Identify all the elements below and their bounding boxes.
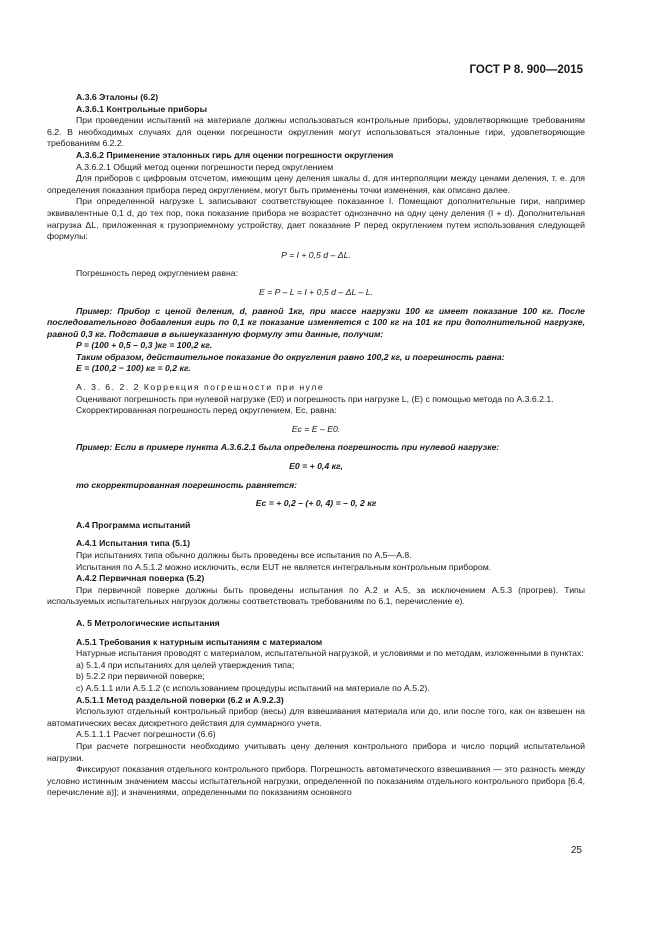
- example-formula: P = (100 + 0,5 – 0,3 )кг = 100,2 кг.: [76, 340, 213, 351]
- paragraph: При проведении испытаний на материале должны использоваться контрольные приборы, удовлетворяющие требованиям 6.2. В необходимых случаях для оценки погрешности округления могут использоваться эталонные гири, удовлетворяющие требованиям 6.2.2.: [47, 115, 585, 149]
- example-text: Таким образом, действительное показание до округления равно 100,2 кг, и погрешность равна:: [76, 351, 505, 362]
- paragraph: При первичной поверке должны быть проведены испытания по А.2 и А.5, за исключением А.5.3 (прогрев). Типы используемых испытательных нагрузок должны соответствовать требованиям по 6.1, перечисление е).: [47, 584, 585, 607]
- paragraph: При испытаниях типа обычно должны быть проведены все испытания по А.5—А.8.: [76, 550, 412, 560]
- paragraph: Скорректированная погрешность перед округлением, Ec, равна:: [76, 405, 337, 416]
- subsection-heading: А.3.6.2.1 Общий метод оценки погрешности перед округлением: [76, 161, 334, 172]
- paragraph: При расчете погрешности необходимо учитывать цену деления контрольного прибора и число порций испытательной нагрузки.: [47, 740, 585, 763]
- formula: P = I + 0,5 d – ΔL.: [281, 249, 351, 260]
- paragraph: Оценивают погрешность при нулевой нагрузке (E0) и погрешность при нагрузке L, (E) с помощью метода по А.3.6.2.1.: [76, 393, 554, 404]
- section-heading: А.4.2 Первичная поверка (5.2): [76, 573, 205, 584]
- list-item: b) 5.2.2 при первичной поверке;: [76, 671, 205, 682]
- section-heading: А.4 Программа испытаний: [76, 519, 191, 530]
- paragraph: Натурные испытания проводят с материалом, испытательной нагрузкой, и условиями и по методам, изложенными в пунктах:: [76, 648, 584, 659]
- formula: E = P – L = I + 0,5 d – ΔL – L.: [258, 286, 374, 297]
- section-heading: А. 5 Метрологические испытания: [76, 617, 220, 628]
- section-heading: А.3.6.2 Применение эталонных гирь для оценки погрешности округления: [76, 149, 394, 160]
- section-heading: А.5.1 Требования к натурным испытаниям с материалом: [76, 636, 323, 647]
- paragraph: Используют отдельный контрольный прибор (весы) для взвешивания материала или до, или после того, как он взвешен на автоматических весах дискретного действия для суммарного учета.: [47, 706, 585, 728]
- document-body: [47, 92, 585, 799]
- example-text: Пример: Если в примере пункта А.3.6.2.1 была определена погрешность при нулевой нагрузке:: [76, 442, 500, 453]
- example-text: то скорректированная погрешность равняется:: [76, 479, 298, 490]
- paragraph: Испытания по А.5.1.2 можно исключить, если EUT не является интегральным контрольным прибором.: [76, 561, 492, 572]
- example-text: Пример: Прибор с ценой деления, d, равной 1кг, при массе нагрузки 100 кг имеет показание 100 кг. После последовательного добавления гирь по 0,1 кг показание изменяется с 100 кг на 101 кг при дополнительной нагрузке, равной 0,3 кг. Подставив в вышеуказанную формулу эти данные, получим:: [47, 305, 585, 339]
- section-heading: А.3.6.1 Контрольные приборы: [76, 103, 207, 114]
- section-heading: А.4.1 Испытания типа (5.1): [76, 538, 191, 549]
- example-formula: E = (100,2 − 100) кг = 0,2 кг.: [76, 363, 191, 374]
- formula: Ec = + 0,2 – (+ 0, 4) = – 0, 2 кг: [255, 498, 377, 509]
- subsection-heading: А.5.1.1.1 Расчет погрешности (6.6): [76, 729, 216, 740]
- paragraph: Погрешность перед округлением равна:: [76, 268, 239, 279]
- paragraph: Для приборов с цифровым отсчетом, имеющим цену деления шкалы d, для интерполяции между ценами деления, т. е. для определения показания прибора перед округлением, могут быть применены точки изменения, как описано далее.: [47, 173, 585, 195]
- paragraph: Фиксируют показания отдельного контрольного прибора. Погрешность автоматического взвешивания — это разность между условно истинным значением массы испытательной нагрузки, определенной по показаниям отдельного контрольного прибора [6.4, перечисление а)]; и значениями, определенными по показаниям основного: [47, 764, 585, 798]
- section-heading: А.3.6 Эталоны (6.2): [76, 92, 159, 102]
- section-heading: А.5.1.1 Метод раздельной поверки (6.2 и А.9.2.3): [76, 694, 284, 705]
- standard-header: ГОСТ Р 8. 900—2015: [469, 64, 583, 76]
- list-item: а) 5.1.4 при испытаниях для целей утверждения типа;: [76, 659, 295, 670]
- formula: Ec = E – E0.: [291, 423, 341, 434]
- list-item: с) А.5.1.1 или А.5.1.2 (с использованием процедуры испытаний на материале по А.5.2).: [76, 682, 430, 693]
- formula: E0 = + 0,4 кг,: [289, 461, 343, 472]
- paragraph: При определенной нагрузке L записывают соответствующее показанное I. Помещают дополнительные гири, например эквивалентные 0,1 d, до тех пор, пока показание прибора не возрастет однозначно на одну цену деления (I + d). Дополнительная нагрузка ΔL, приложенная к грузоприемному устройству, дает показание P перед округлением путем использования следующей формулы:: [47, 196, 585, 242]
- subsection-heading: А. 3. 6. 2. 2 Коррекция погрешности при нуле: [76, 382, 325, 393]
- page-number: 25: [570, 845, 582, 856]
